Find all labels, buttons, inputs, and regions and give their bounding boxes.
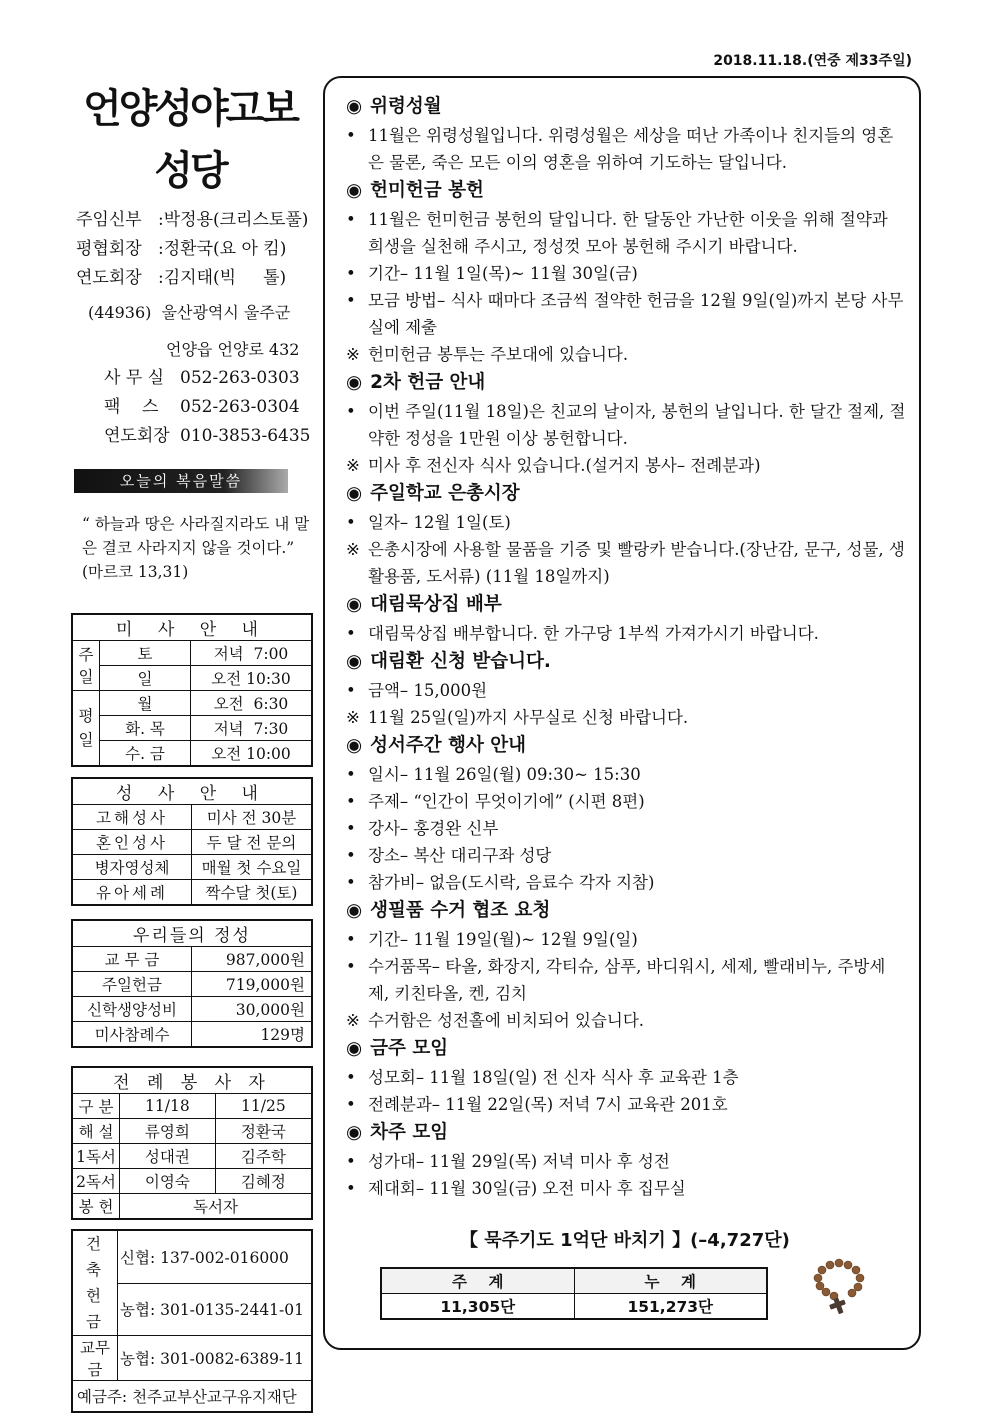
liturgy-person: 정환국	[215, 1119, 312, 1144]
address-line2: 언양읍 언양로 432	[166, 340, 300, 359]
note-icon: ※	[346, 540, 360, 559]
announcement-text: 헌미헌금 봉투는 주보대에 있습니다.	[368, 345, 629, 364]
announcement-line	[346, 788, 906, 815]
mass-day: 월	[100, 691, 191, 716]
bullet-icon: •	[346, 765, 356, 784]
circled-dot-icon: ◉	[346, 96, 363, 117]
sacrament-table	[71, 777, 313, 906]
liturgy-person: 김주학	[215, 1144, 312, 1169]
liturgy-role: 2독서	[72, 1169, 120, 1194]
mass-time: 오전 10:00	[191, 741, 313, 767]
announcement-line	[346, 122, 906, 176]
note-icon: ※	[346, 708, 360, 727]
phone-label: 사 무 실	[104, 368, 165, 388]
announcement-text: 미사 후 전신자 식사 있습니다.(설거지 봉사– 전례분과)	[368, 456, 761, 475]
liturgy-roster-table	[71, 1066, 313, 1220]
circled-dot-icon: ◉	[346, 735, 363, 756]
mass-title: 미 사 안 내	[72, 614, 312, 641]
liturgy-person: 성대권	[120, 1144, 216, 1169]
announcement-text: 강사– 홍경완 신부	[368, 819, 499, 838]
note-icon: ※	[346, 456, 360, 475]
bullet-icon: •	[346, 126, 356, 145]
announcement-text: 장소– 복산 대리구좌 성당	[368, 846, 552, 865]
announcement-line	[346, 842, 906, 869]
announcement-text: 제대회– 11월 30일(금) 오전 미사 후 집무실	[368, 1179, 686, 1198]
staff-list	[76, 206, 308, 293]
announcement-line	[346, 452, 906, 479]
announcement-line	[346, 1091, 906, 1118]
offering-table	[71, 919, 313, 1048]
parish-name-line1: 언양성야고보	[83, 86, 297, 132]
section-title-text: 2차 헌금 안내	[370, 372, 486, 393]
liturgy-title: 전 례 봉 사 자	[72, 1067, 312, 1094]
mass-day: 토	[100, 641, 191, 666]
announcement-text: 전례분과– 11월 22일(목) 저녁 7시 교육관 201호	[368, 1095, 728, 1114]
section-title-text: 대림묵상집 배부	[370, 594, 502, 615]
section-advent-wreath	[346, 647, 906, 731]
rosary-total-label: 누 계	[574, 1268, 767, 1294]
announcement-line	[346, 926, 906, 953]
liturgy-person: 류영희	[120, 1119, 216, 1144]
offering-item: 주일헌금	[72, 972, 192, 997]
staff-row	[76, 264, 308, 293]
announcement-text: 이번 주일(11월 18일)은 친교의 날이자, 봉헌의 날입니다. 한 달간 절제, 절약한 정성을 1만원 이상 봉헌합니다.	[368, 402, 906, 448]
liturgy-person: 독서자	[120, 1194, 313, 1220]
liturgy-role: 봉 헌	[72, 1194, 120, 1220]
mass-time: 저녁 7:30	[191, 716, 313, 741]
gospel-text: “ 하늘과 땅은 사라질지라도 내 말은 결코 사라지지 않을 것이다.” (마르코 13,31)	[82, 515, 310, 581]
announcement-text: 참가비– 없음(도시락, 음료수 각자 지참)	[368, 873, 655, 892]
liturgy-role: 1독서	[72, 1144, 120, 1169]
section-title-text: 차주 모임	[370, 1122, 449, 1143]
section-title	[346, 176, 906, 206]
phone-number[interactable]: 010-3853-6435	[180, 426, 311, 446]
bulletin-date: 2018.11.18.(연중 제33주일)	[713, 53, 912, 69]
offering-amount: 30,000원	[192, 997, 313, 1022]
section-title-text: 헌미헌금 봉헌	[370, 180, 484, 201]
liturgy-person: 김혜정	[215, 1169, 312, 1194]
bullet-icon: •	[346, 1152, 356, 1171]
liturgy-role: 구 분	[72, 1094, 120, 1119]
announcement-text: 11월은 위령성월입니다. 위령성월은 세상을 떠난 가족이나 친지들의 영혼은 물론, 죽은 모든 이의 영혼을 위하여 기도하는 달입니다.	[368, 126, 894, 172]
announcement-line	[346, 1007, 906, 1034]
staff-person: :김지태(빅 톨)	[158, 268, 287, 288]
staff-row	[76, 206, 308, 235]
sacrament-name: 혼인성사	[72, 830, 192, 855]
phone-number[interactable]: 052-263-0303	[180, 368, 300, 388]
announcement-line	[346, 509, 906, 536]
bullet-icon: •	[346, 873, 356, 892]
section-second-collection	[346, 368, 906, 479]
phone-label: 팩 스	[104, 397, 159, 417]
account-holder: 예금주: 천주교부산교구유지재단	[72, 1381, 312, 1413]
bullet-icon: •	[346, 1068, 356, 1087]
liturgy-person: 이영숙	[120, 1169, 216, 1194]
rosary-tally-table	[380, 1267, 768, 1320]
bullet-icon: •	[346, 1095, 356, 1114]
bullet-icon: •	[346, 513, 356, 532]
announcement-text: 대림묵상집 배부합니다. 한 가구당 1부씩 가져가시기 바랍니다.	[368, 624, 819, 643]
announcement-line	[346, 677, 906, 704]
section-title-text: 대림환 신청 받습니다.	[370, 651, 551, 672]
section-title	[346, 590, 906, 620]
section-title-text: 금주 모임	[370, 1038, 449, 1059]
offering-item: 미사참례수	[72, 1022, 192, 1048]
sacrament-title: 성 사 안 내	[72, 778, 312, 805]
sacrament-info: 매월 첫 수요일	[192, 855, 313, 880]
mass-schedule-table	[71, 613, 313, 767]
sunday-label-text: 주일	[78, 645, 94, 686]
sacrament-info: 미사 전 30분	[192, 805, 313, 830]
circled-dot-icon: ◉	[346, 651, 363, 672]
bank-account: 신협: 137-002-016000	[118, 1230, 313, 1283]
bullet-icon: •	[346, 291, 356, 310]
section-title-text: 위령성월	[370, 96, 442, 117]
phone-label: 연도회장	[104, 426, 170, 446]
bank-account: 농협: 301-0135-2441-01	[118, 1283, 313, 1335]
offering-amount: 129명	[192, 1022, 313, 1048]
staff-row	[76, 235, 308, 264]
section-title	[346, 479, 906, 509]
offering-item: 신학생양성비	[72, 997, 192, 1022]
staff-role: 평협회장	[76, 239, 142, 259]
section-title	[346, 896, 906, 926]
announcement-text: 모금 방법– 식사 때마다 조금씩 절약한 헌금을 12월 9일(일)까지 본당 사무실에 제출	[368, 291, 904, 337]
rosary-campaign-title: 【 묵주기도 1억단 바치기 】(–4,727단)	[460, 1230, 790, 1251]
announcement-line	[346, 953, 906, 1007]
announcement-line	[346, 815, 906, 842]
announcement-text: 기간– 11월 19일(월)~ 12월 9일(일)	[368, 930, 638, 949]
section-title-text: 성서주간 행사 안내	[370, 735, 527, 756]
mission-fund-label: 교무금	[72, 1336, 118, 1381]
mass-day: 일	[100, 666, 191, 691]
parish-address	[88, 294, 299, 368]
circled-dot-icon: ◉	[346, 900, 363, 921]
bullet-icon: •	[346, 1179, 356, 1198]
bullet-icon: •	[346, 264, 356, 283]
offering-amount: 719,000원	[192, 972, 313, 997]
offering-amount: 987,000원	[192, 947, 313, 972]
sacrament-name: 유아세례	[72, 880, 192, 906]
gospel-heading: 오늘의 복음말씀	[74, 469, 288, 493]
announcement-text: 성모회– 11월 18일(일) 전 신자 식사 후 교육관 1층	[368, 1068, 739, 1087]
bullet-icon: •	[346, 819, 356, 838]
announcement-text: 일자– 12월 1일(토)	[368, 513, 511, 532]
bullet-icon: •	[346, 792, 356, 811]
mass-time: 오전 6:30	[191, 691, 313, 716]
announcement-line	[346, 704, 906, 731]
mass-day: 수. 금	[100, 741, 191, 767]
mass-time: 저녁 7:00	[191, 641, 313, 666]
building-fund-label-text: 건축헌금	[86, 1235, 104, 1331]
bullet-icon: •	[346, 402, 356, 421]
announcement-line	[346, 260, 906, 287]
section-title	[346, 92, 906, 122]
announcement-text: 주제– “인간이 무엇이기에” (시편 8편)	[368, 792, 645, 811]
sacrament-name: 병자영성체	[72, 855, 192, 880]
announcement-text: 기간– 11월 1일(목)~ 11월 30일(금)	[368, 264, 638, 283]
section-title	[346, 1034, 906, 1064]
section-grace-market	[346, 479, 906, 590]
announcement-line	[346, 1064, 906, 1091]
announcement-line	[346, 1175, 906, 1202]
announcement-text: 수거함은 성전홀에 비치되어 있습니다.	[368, 1011, 645, 1030]
rosary-icon	[808, 1256, 868, 1316]
section-bible-week	[346, 731, 906, 896]
weekday-label	[72, 691, 100, 767]
announcement-text: 수거품목– 타올, 화장지, 각티슈, 삼푸, 바디워시, 세제, 빨래비누, 주방세제, 키친타올, 켄, 김치	[368, 957, 886, 1003]
address-line1: (44936) 울산광역시 울주군	[88, 303, 291, 322]
section-advent-booklet	[346, 590, 906, 647]
bullet-icon: •	[346, 930, 356, 949]
sacrament-name: 고해성사	[72, 805, 192, 830]
bullet-icon: •	[346, 210, 356, 229]
section-title	[346, 647, 906, 677]
liturgy-date: 11/25	[215, 1094, 312, 1119]
liturgy-date: 11/18	[120, 1094, 216, 1119]
bullet-icon: •	[346, 681, 356, 700]
section-mourning	[346, 92, 906, 176]
announcement-text: 금액– 15,000원	[368, 681, 488, 700]
announcement-line	[346, 341, 906, 368]
bullet-icon: •	[346, 624, 356, 643]
note-icon: ※	[346, 1011, 360, 1030]
staff-person: :박정용(크리스토풀)	[158, 210, 309, 230]
phone-number[interactable]: 052-263-0304	[180, 397, 300, 417]
liturgy-role: 해 설	[72, 1119, 120, 1144]
bullet-icon: •	[346, 846, 356, 865]
announcement-line	[346, 398, 906, 452]
note-icon: ※	[346, 345, 360, 364]
announcement-line	[346, 1148, 906, 1175]
section-rice-offering	[346, 176, 906, 368]
staff-role: 주임신부	[76, 210, 142, 230]
mass-time: 오전 10:30	[191, 666, 313, 691]
section-title-text: 주일학교 은총시장	[370, 483, 520, 504]
offering-item: 교 무 금	[72, 947, 192, 972]
section-title	[346, 1118, 906, 1148]
announcement-line	[346, 620, 906, 647]
mass-day: 화. 목	[100, 716, 191, 741]
bank-account-table	[71, 1229, 313, 1413]
bank-account: 농협: 301-0082-6389-11	[118, 1336, 313, 1381]
phone-row	[104, 422, 310, 451]
circled-dot-icon: ◉	[346, 1122, 363, 1143]
sacrament-info: 짝수달 첫(토)	[192, 880, 313, 906]
section-next-week-meetings	[346, 1118, 906, 1202]
announcement-text: 11월은 헌미헌금 봉헌의 달입니다. 한 달동안 가난한 이웃을 위해 절약과 희생을 실천해 주시고, 정성껏 모아 봉헌해 주시기 바랍니다.	[368, 210, 888, 256]
announcements	[346, 92, 906, 1202]
circled-dot-icon: ◉	[346, 594, 363, 615]
circled-dot-icon: ◉	[346, 1038, 363, 1059]
weekday-label-text: 평일	[78, 707, 94, 749]
announcement-line	[346, 536, 906, 590]
announcement-text: 11월 25일(일)까지 사무실로 신청 바랍니다.	[368, 708, 689, 727]
circled-dot-icon: ◉	[346, 372, 363, 393]
section-title-text: 생필품 수거 협조 요청	[370, 900, 551, 921]
section-title	[346, 731, 906, 761]
circled-dot-icon: ◉	[346, 483, 363, 504]
section-this-week-meetings	[346, 1034, 906, 1118]
announcement-text: 성가대– 11월 29일(목) 저녁 미사 후 성전	[368, 1152, 670, 1171]
parish-name	[70, 78, 310, 202]
announcement-text: 일시– 11월 26일(월) 09:30~ 15:30	[368, 765, 641, 784]
rosary-weekly-value: 11,305단	[381, 1294, 574, 1320]
phone-row	[104, 364, 310, 393]
offering-title: 우리들의 정성	[72, 920, 312, 947]
rosary-weekly-label: 주 계	[381, 1268, 574, 1294]
building-fund-label	[72, 1230, 118, 1336]
announcement-line	[346, 287, 906, 341]
bullet-icon: •	[346, 957, 356, 976]
section-goods-collection	[346, 896, 906, 1034]
parish-name-line2: 성당	[154, 148, 226, 194]
phone-row	[104, 393, 310, 422]
staff-person: :정환국(요 아 킴)	[158, 239, 287, 259]
sunday-label	[72, 641, 100, 691]
sacrament-info: 두 달 전 문의	[192, 830, 313, 855]
circled-dot-icon: ◉	[346, 180, 363, 201]
announcement-line	[346, 206, 906, 260]
announcement-line	[346, 761, 906, 788]
section-title	[346, 368, 906, 398]
announcement-text: 은총시장에 사용할 물품을 기증 및 빨랑카 받습니다.(장난감, 문구, 성물, 생활용품, 도서류) (11월 18일까지)	[368, 540, 905, 586]
rosary-total-value: 151,273단	[574, 1294, 767, 1320]
staff-role: 연도회장	[76, 268, 142, 288]
phone-list	[104, 364, 310, 451]
announcement-line	[346, 869, 906, 896]
